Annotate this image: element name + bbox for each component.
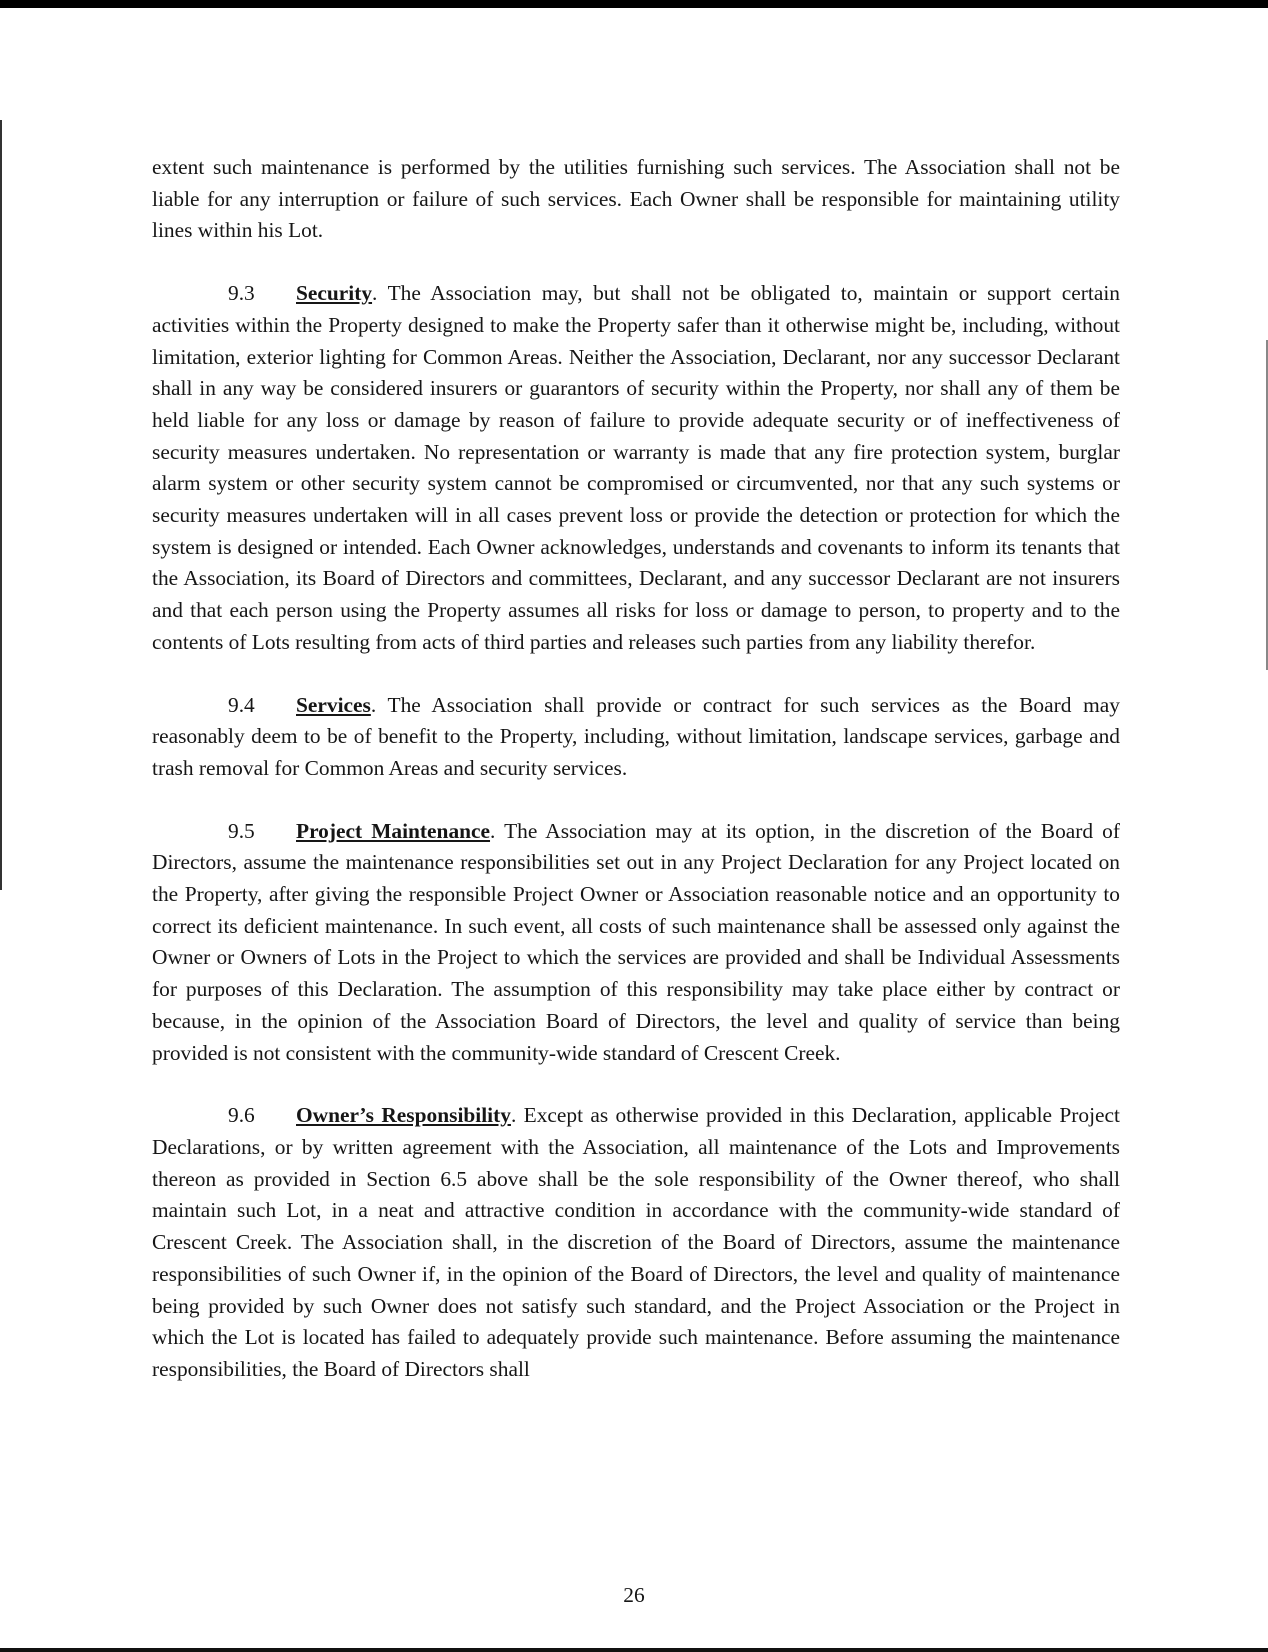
scan-edge-left <box>0 120 2 890</box>
section-text: . Except as otherwise provided in this Declaration, applicable Project Declarations, or by written agreement with the Association, all maintenance of the Lots and Improvements thereon as provided in Section 6.5 above shall be the sole responsibility of the Owner thereof, who shall maintain such Lot, in a neat and attractive condition in accordance with the community-wide standard of Crescent Creek. The Association shall, in the discretion of the Board of Directors, assume the maintenance responsibilities of such Owner if, in the opinion of the Board of Directors, the level and quality of maintenance being provided by such Owner does not satisfy such standard, and the Project Association or the Project in which the Lot is located has failed to adequately provide such maintenance. Before assuming the maintenance responsibilities, the Board of Directors shall <box>152 1103 1120 1381</box>
scan-border-top <box>0 0 1268 8</box>
section-heading-services: Services <box>296 692 371 717</box>
section-9-5-paragraph <box>152 816 1120 1070</box>
document-body <box>152 152 1120 1417</box>
section-heading-owners-responsibility: Owner’s Responsibility <box>296 1103 511 1128</box>
section-9-6-paragraph <box>152 1100 1120 1385</box>
section-heading-security: Security <box>296 281 373 306</box>
section-text: . The Association shall provide or contract for such services as the Board may reasonably deem to be of benefit to the Property, including, without limitation, landscape services, garbage and trash removal for Common Areas and security services. <box>152 692 1120 780</box>
section-number: 9.6 <box>228 1103 255 1128</box>
continuation-paragraph: extent such maintenance is performed by the utilities furnishing such services. The Association shall not be liable for any interruption or failure of such services. Each Owner shall be responsible for maintaining utility lines within his Lot. <box>152 155 1120 243</box>
section-text: . The Association may, but shall not be obligated to, maintain or support certain activities within the Property designed to make the Property safer than it otherwise might be, including, without limitation, exterior lighting for Common Areas. Neither the Association, Declarant, nor any successor Declarant shall in any way be considered insurers or guarantors of security within the Property, nor shall any of them be held liable for any loss or damage by reason of failure to provide adequate security or of ineffectiveness of security measures undertaken. No representation or warranty is made that any fire protection system, burglar alarm system or other security system cannot be compromised or circumvented, nor that any such systems or security measures undertaken will in all cases prevent loss or provide the detection or protection for which the system is designed or intended. Each Owner acknowledges, understands and covenants to inform its tenants that the Association, its Board of Directors and committees, Declarant, and any successor Declarant are not insurers and that each person using the Property assumes all risks for loss or damage to person, to property and to the contents of Lots resulting from acts of third parties and releases such parties from any liability therefor. <box>152 281 1120 654</box>
page-number: 26 <box>623 1583 645 1607</box>
section-number: 9.4 <box>228 692 255 717</box>
section-9-3-paragraph <box>152 278 1120 658</box>
section-heading-project-maintenance: Project Maintenance <box>296 818 491 843</box>
section-number: 9.5 <box>228 818 255 843</box>
scan-border-bottom <box>0 1648 1268 1652</box>
section-text: . The Association may at its option, in the discretion of the Board of Directors, assume the maintenance responsibilities set out in any Project Declaration for any Project located on the Property, after giving the responsible Project Owner or Association reasonable notice and an opportunity to correct its deficient maintenance. In such event, all costs of such maintenance shall be assessed only against the Owner or Owners of Lots in the Project to which the services are provided and shall be Individual Assessments for purposes of this Declaration. The assumption of this responsibility may take place either by contract or because, in the opinion of the Association Board of Directors, the level and quality of service than being provided is not consistent with the community-wide standard of Crescent Creek. <box>152 818 1120 1065</box>
section-number: 9.3 <box>228 281 255 306</box>
section-9-4-paragraph <box>152 690 1120 785</box>
